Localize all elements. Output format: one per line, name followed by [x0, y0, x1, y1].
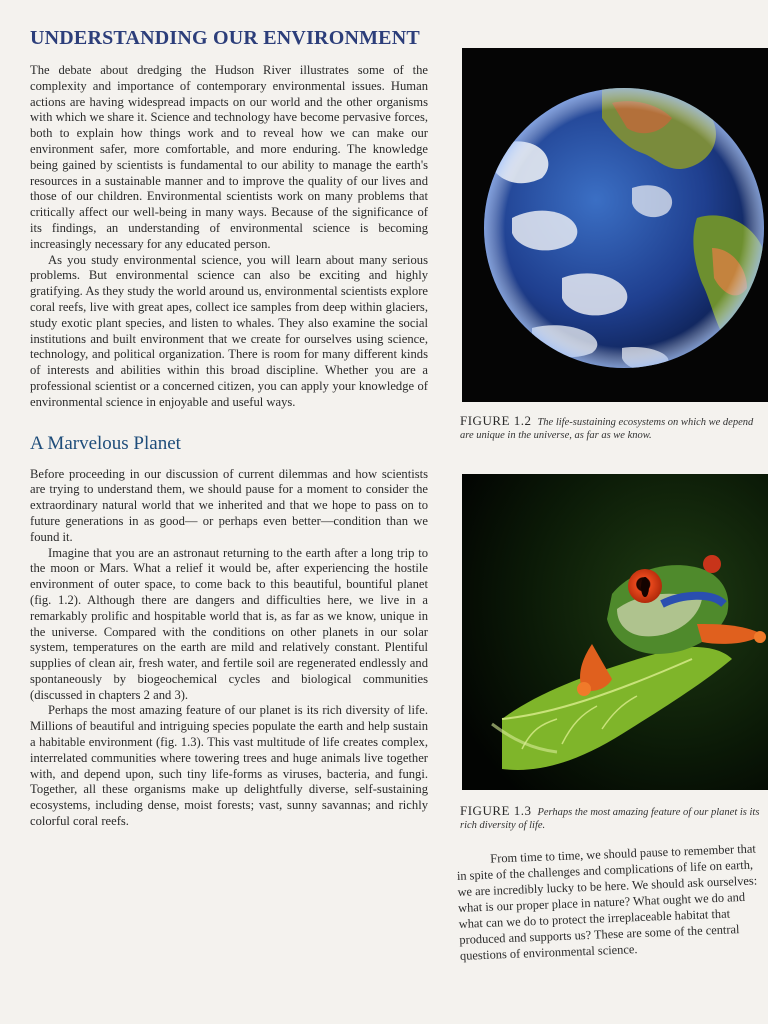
- figure-1-2-label: FIGURE 1.2: [460, 413, 532, 428]
- section-heading: A Marvelous Planet: [30, 432, 181, 454]
- section-paragraph-2: Imagine that you are an astronaut returning to the earth after a long trip to the moon or Mars. What a relief it would be, after experiencing the hostile environment of outer space, to come back to this beautiful, bountiful planet (fig. 1.2). Although there are dangers and difficulties here, we live in a remarkably prolific and hospitable world that is, as far as we know, unique in the universe. Compared with the conditions on other planets in our solar system, temperatures on the earth are mild and relatively constant. Plentiful supplies of clean air, fresh water, and fertile soil are regenerated endlessly and spontaneously by biogeochemical cycles and biological communities (discussed in chapters 2 and 3).: [30, 545, 428, 702]
- figure-1-2-text: The life-sustaining ecosystems on which we depend are unique in the universe, as far as we know.: [460, 417, 754, 441]
- section-paragraph-3: Perhaps the most amazing feature of our planet is its rich diversity of life. Millions of beautiful and intriguing species populate the earth and help sustain a habitable environment (fig. 1.3). This vast multitude of life creates complex, interrelated communities where towering trees and huge animals live together with, and depend upon, such tiny life-forms as viruses, bacteria, and fungi. Together, all these organisms make up delightfully diverse, self-sustaining ecosystems, including dense, moist forests; vast, sunny savannas; and richly colorful coral reefs.: [30, 703, 428, 829]
- section-paragraph-1: Before proceeding in our discussion of current dilemmas and how scientists are trying to understand them, we should pause for a moment to consider the extraordinary natural world that we inherited and that we hope to pass on to future generations in as good— or perhaps even better—condition than we found it.: [30, 466, 428, 544]
- right-paragraph: From time to time, we should pause to remember that in spite of the challenges and complications of life on earth, we are incredibly lucky to be here. We should ask ourselves: what is our proper place in nature? What ought we do and what can we do to protect the irreplaceable habitat that produced and supports us? These are some of the central questions of environmental science.: [456, 841, 758, 963]
- left-column: [30, 28, 428, 830]
- figure-1-3-text: Perhaps the most amazing feature of our planet is its rich diversity of life.: [460, 807, 760, 831]
- figure-1-2-caption: [460, 414, 768, 442]
- figure-1-3-label: FIGURE 1.3: [460, 803, 532, 818]
- frog-photo: [462, 474, 768, 790]
- earth-photo: [462, 48, 768, 402]
- figure-1-3-caption: [460, 804, 768, 832]
- intro-paragraph-1: The debate about dredging the Hudson River illustrates some of the complexity and importance of contemporary environmental issues. Human actions are having widespread impacts on our world and the other organisms with which we share it. Science and technology have become pervasive forces, both to explain how things work and to reveal how we can make our environment safer, more comfortable, and more enduring. The knowledge being gained by scientists is fundamental to our ability to manage the earth's resources in a sustainable manner and to improve the quality of our lives and those of our children. Environmental scientists work on many problems that critically affect our well-being in many ways. Because of the significance of its findings, an understanding of environmental science is becoming increasingly necessary for any educated person.: [30, 63, 428, 251]
- main-heading: UNDERSTANDING OUR ENVIRONMENT: [30, 27, 420, 49]
- intro-paragraph-2: As you study environmental science, you will learn about many serious problems. But environmental science can also be exciting and highly gratifying. As they study the world around us, environmental scientists explore coral reefs, live with great apes, collect ice samples from deep within glaciers, study exotic plant species, and listen to whales. They also examine the social institutions and built environment that we create for ourselves using science, technology, and political organization. There is room for many different kinds of interests and abilities within this broad discipline. Whether you are a professional scientist or a concerned citizen, you can apply your knowledge of environmental science in enjoyable and useful ways.: [30, 252, 428, 409]
